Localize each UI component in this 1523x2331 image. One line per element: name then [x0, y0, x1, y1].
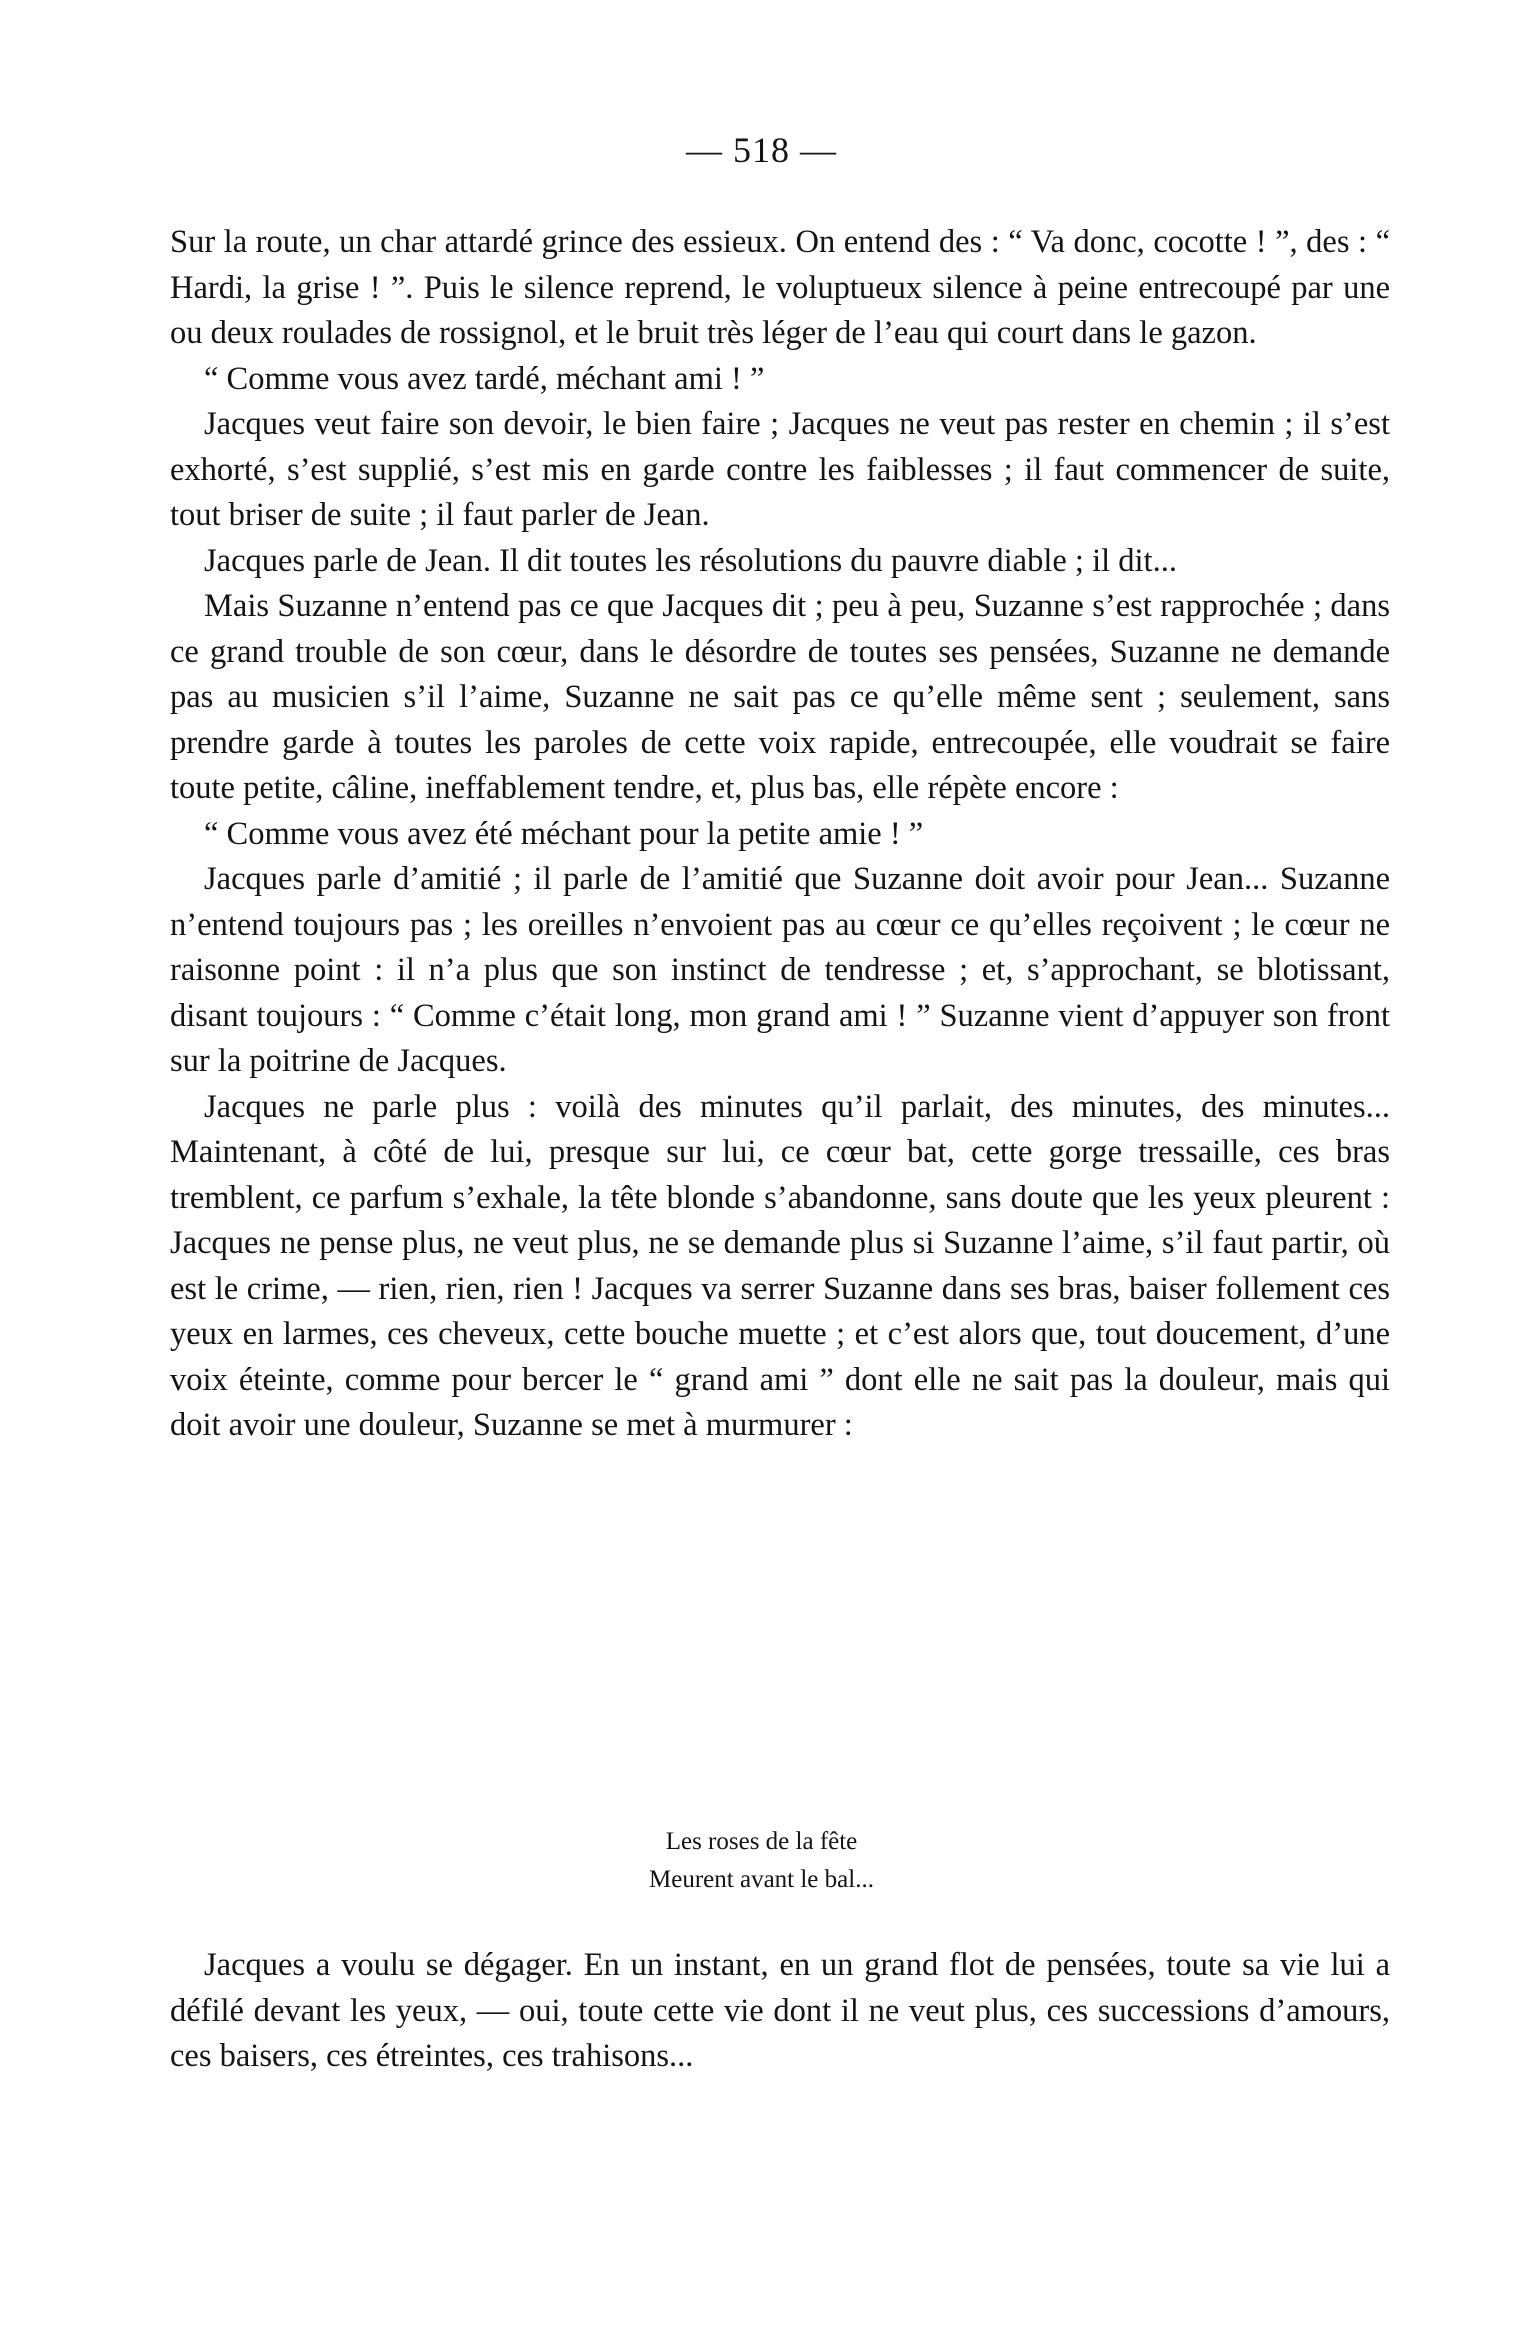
paragraph-no-more-speaking: Jacques ne parle plus : voilà des minutes qu’il parlait, des minutes, des minutes... Maintenant, à côté de lui, presque sur lui, ce cœur bat, cette gorge tressaille, ces bras tremblent, ce parfum s’exhale, la tête blonde s’abandonne, sans doute que les yeux pleurent : Jacques ne pense plus, ne veut plus, ne se demande plus si Suzanne l’aime, s’il faut partir, où est le crime, — rien, rien, rien ! Jacques va serrer Suzanne dans ses bras, baiser follement ces yeux en larmes, ces cheveux, cette bouche muette ; et c’est alors que, tout doucement, d’une voix éteinte, comme pour bercer le “ grand ami ” dont elle ne sait pas la douleur, mais qui doit avoir une douleur, Suzanne se met à murmurer :	[170, 1088, 1390, 1443]
paragraph-dialogue-late: “ Comme vous avez tardé, méchant ami ! ”	[204, 360, 765, 397]
page-number: — 518 —	[686, 130, 837, 170]
paragraph-suzanne-not-listening: Mais Suzanne n’entend pas ce que Jacques dit ; peu à peu, Suzanne s’est rapprochée ; dans ce grand trouble de son cœur, dans le désordre de toutes ses pensées, Suzanne ne demande pas au musicien s’il l’aime, Suzanne ne sait pas ce qu’elle même sent ; seulement, sans prendre garde à toutes les paroles de cette voix rapide, entrecoupée, elle voudrait se faire toute petite, câline, ineffablement tendre, et, plus bas, elle répète encore :	[170, 588, 1390, 806]
paragraph-road: Sur la route, un char attardé grince des essieux. On entend des : “ Va donc, cocotte ! ”, des : “ Hardi, la grise ! ”. Puis le silence reprend, le voluptueux silence à peine entrecoupé par une ou deux roulades de rossignol, et le bruit très léger de l’eau qui court dans le gazon.	[170, 224, 1390, 351]
main-text-block	[170, 220, 1390, 1449]
paragraph-duty: Jacques veut faire son devoir, le bien faire ; Jacques ne veut pas rester en chemin ; il s’est exhorté, s’est supplié, s’est mis en garde contre les faiblesses ; il faut commencer de suite, tout briser de suite ; il faut parler de Jean.	[170, 406, 1390, 533]
verse-line-1: Les roses de la fête	[665, 1828, 858, 1855]
paragraph-speaks-of-jean: Jacques parle de Jean. Il dit toutes les résolutions du pauvre diable ; il dit...	[204, 542, 1177, 579]
paragraph-friendship: Jacques parle d’amitié ; il parle de l’amitié que Suzanne doit avoir pour Jean... Suzanne n’entend toujours pas ; les oreilles n’envoient pas au cœur ce qu’elles reçoivent ; le cœur ne raisonne point : il n’a plus que son instinct de tendresse ; et, s’approchant, se blotissant, disant toujours : “ Comme c’était long, mon grand ami ! ” Suzanne vient d’appuyer son front sur la poitrine de Jacques.	[170, 861, 1390, 1079]
closing-text-block	[170, 1943, 1390, 2080]
paragraph-dialogue-petite-amie: “ Comme vous avez été méchant pour la petite amie ! ”	[204, 815, 924, 852]
verse-line-2: Meurent avant le bal...	[649, 1866, 874, 1893]
verse-quote	[0, 1823, 1523, 1899]
paragraph-closing: Jacques a voulu se dégager. En un instant, en un grand flot de pensées, toute sa vie lui a défilé devant les yeux, — oui, toute cette vie dont il ne veut plus, ces successions d’amours, ces baisers, ces étreintes, ces trahisons...	[170, 1947, 1390, 2074]
